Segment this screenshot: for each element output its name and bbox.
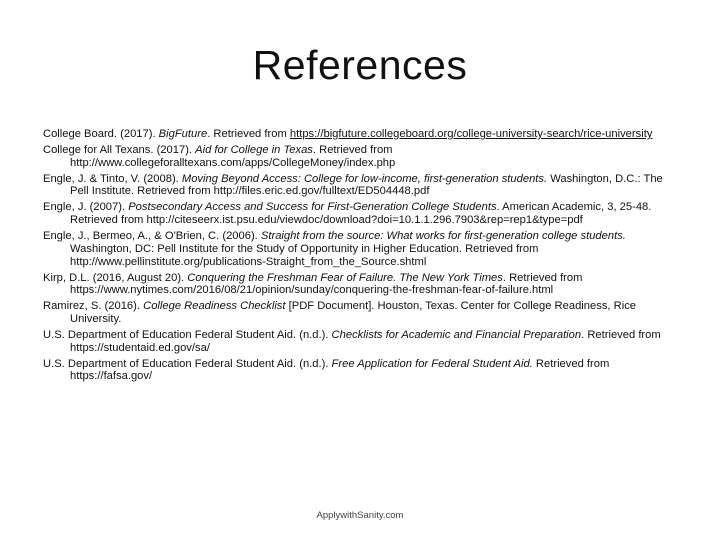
- reference-author: Engle, J. & Tinto, V. (2008).: [43, 172, 182, 185]
- reference-details: . Retrieved from http://www.collegeforalltexans.com/apps/CollegeMoney/index.php: [70, 144, 396, 169]
- reference-author: College for All Texans. (2017).: [43, 144, 196, 156]
- reference-details: . Retrieved from https://studentaid.ed.gov/sa/: [70, 328, 661, 354]
- reference-title: Checklists for Academic and Financial Preparation: [331, 328, 582, 341]
- reference-author: Engle, J. (2007).: [43, 201, 129, 214]
- reference-link[interactable]: https://bigfuture.collegeboard.org/college-university-search/rice-university: [289, 128, 653, 140]
- reference-title: Postsecondary Access and Success for First-Generation College Students: [128, 201, 497, 214]
- reference-item: [43, 201, 683, 226]
- reference-details: . Retrieved from: [207, 128, 290, 140]
- reference-details: Retrieved from https://fafsa.gov/: [70, 357, 610, 383]
- reference-author: Kirp, D.L. (2016, August 20).: [43, 271, 188, 284]
- reference-item: [43, 329, 683, 354]
- reference-author: U.S. Department of Education Federal Student Aid. (n.d.).: [43, 328, 332, 341]
- reference-details: Washington, D.C.: The Pell Institute. Retrieved from http://files.eric.ed.gov/fulltext/ED504448.pdf: [70, 172, 663, 198]
- reference-title: Conquering the Freshman Fear of Failure. The New York Times: [187, 271, 503, 284]
- reference-item: [43, 144, 683, 169]
- reference-author: Engle, J., Bermeo, A., & O'Brien, C. (2006).: [43, 230, 261, 243]
- reference-details: . American Academic, 3, 25-48. Retrieved from http://citeseerx.ist.psu.edu/viewdoc/download?doi=10.1.1.296.7903&rep=rep1&type=pdf: [70, 201, 652, 227]
- reference-details: Washington, DC: Pell Institute for the Study of Opportunity in Higher Education. Retrieved from http://www.pellinstitute.org/publications-Straight_from_the_Source.shtml: [70, 242, 539, 268]
- reference-item: [43, 128, 683, 141]
- reference-item: [43, 300, 683, 325]
- reference-author: Ramirez, S. (2016).: [43, 300, 144, 313]
- reference-title: Straight from the source: What works for first-generation college students.: [260, 230, 626, 243]
- reference-title: Free Application for Federal Student Aid.: [331, 357, 533, 370]
- reference-title: Moving Beyond Access: College for low-income, first-generation students.: [181, 172, 548, 185]
- reference-title: College Readiness Checklist: [143, 300, 286, 313]
- footer-website: ApplywithSanity.com: [316, 510, 404, 521]
- reference-author: College Board. (2017).: [43, 128, 159, 140]
- reference-item: [43, 173, 683, 198]
- reference-details: . Retrieved from https://www.nytimes.com/2016/08/21/opinion/sunday/conquering-the-freshman-fear-of-failure.html: [70, 271, 583, 297]
- reference-item: [43, 272, 683, 297]
- reference-title: BigFuture: [158, 128, 208, 140]
- reference-author: U.S. Department of Education Federal Student Aid. (n.d.).: [43, 357, 332, 370]
- reference-item: [43, 230, 683, 268]
- reference-list: [43, 128, 683, 386]
- page-title: References: [252, 42, 468, 88]
- reference-title: Aid for College in Texas: [195, 144, 313, 156]
- reference-item: [43, 358, 683, 383]
- reference-details: [PDF Document]. Houston, Texas. Center for College Readiness, Rice University.: [70, 300, 637, 325]
